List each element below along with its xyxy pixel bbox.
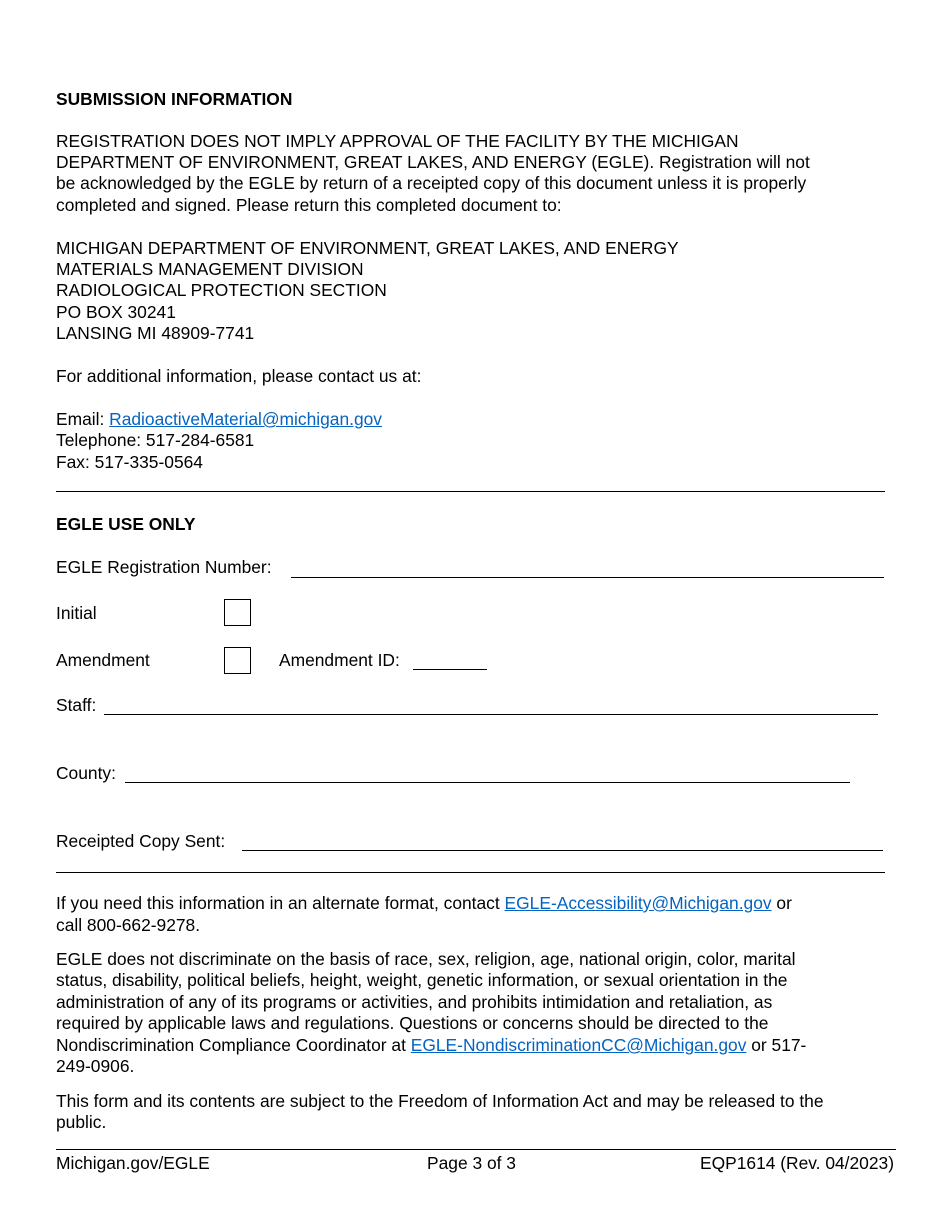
submission-heading: SUBMISSION INFORMATION <box>56 89 293 109</box>
registration-number-field[interactable] <box>291 577 884 578</box>
paragraph-line: DEPARTMENT OF ENVIRONMENT, GREAT LAKES, AND ENERGY (EGLE). Registration will not <box>56 152 810 172</box>
email-label: Email: <box>56 409 110 429</box>
address-line: LANSING MI 48909-7741 <box>56 323 255 343</box>
footer-divider <box>56 1149 896 1150</box>
paragraph-line: be acknowledged by the EGLE by return of a receipted copy of this document unless it is properly <box>56 173 807 193</box>
section-divider <box>56 872 885 873</box>
foia-line: This form and its contents are subject to the Freedom of Information Act and may be released to the <box>56 1091 824 1111</box>
amendment-checkbox[interactable] <box>224 647 251 674</box>
radioactive-material-email-link[interactable]: RadioactiveMaterial@michigan.gov <box>109 409 382 429</box>
registration-number-label: EGLE Registration Number: <box>56 557 272 577</box>
receipted-copy-label: Receipted Copy Sent: <box>56 831 226 851</box>
amendment-id-field[interactable] <box>413 669 487 670</box>
nondiscrimination-line <box>56 1035 806 1056</box>
paragraph-line: REGISTRATION DOES NOT IMPLY APPROVAL OF THE FACILITY BY THE MICHIGAN <box>56 131 739 151</box>
footer-page-number: Page 3 of 3 <box>427 1153 516 1173</box>
nondiscrimination-line: 249-0906. <box>56 1056 135 1076</box>
paragraph-line: completed and signed. Please return this completed document to: <box>56 195 562 215</box>
amendment-id-label: Amendment ID: <box>279 650 400 670</box>
county-label: County: <box>56 763 116 783</box>
foia-line: public. <box>56 1112 107 1132</box>
telephone: Telephone: 517-284-6581 <box>56 430 255 450</box>
email-row <box>56 409 382 430</box>
staff-label: Staff: <box>56 695 97 715</box>
coordinator-text: Nondiscrimination Compliance Coordinator at <box>56 1035 411 1055</box>
section-divider <box>56 491 885 492</box>
nondiscrimination-email-link[interactable]: EGLE-NondiscriminationCC@Michigan.gov <box>410 1035 747 1055</box>
nondiscrimination-line: administration of any of its programs or activities, and prohibits intimidation and retaliation, as <box>56 992 773 1012</box>
address-line: PO BOX 30241 <box>56 302 176 322</box>
coordinator-phone-start: or 517- <box>746 1035 807 1055</box>
contact-intro: For additional information, please contact us at: <box>56 366 422 386</box>
nondiscrimination-line: EGLE does not discriminate on the basis of race, sex, religion, age, national origin, color, marital <box>56 949 796 969</box>
staff-field[interactable] <box>104 714 878 715</box>
address-line: RADIOLOGICAL PROTECTION SECTION <box>56 280 387 300</box>
footer-form-number: EQP1614 (Rev. 04/2023) <box>700 1153 894 1173</box>
amendment-label: Amendment <box>56 650 150 670</box>
accessibility-text: If you need this information in an alternate format, contact <box>56 893 505 913</box>
nondiscrimination-line: status, disability, political beliefs, height, weight, genetic information, or sexual orientation in the <box>56 970 788 990</box>
accessibility-line <box>56 893 792 914</box>
address-line: MATERIALS MANAGEMENT DIVISION <box>56 259 364 279</box>
initial-checkbox[interactable] <box>224 599 251 626</box>
address-line: MICHIGAN DEPARTMENT OF ENVIRONMENT, GREAT LAKES, AND ENERGY <box>56 238 679 258</box>
accessibility-phone: call 800-662-9278. <box>56 915 201 935</box>
county-field[interactable] <box>125 782 850 783</box>
accessibility-email-link[interactable]: EGLE-Accessibility@Michigan.gov <box>504 893 772 913</box>
fax: Fax: 517-335-0564 <box>56 452 203 472</box>
footer-website: Michigan.gov/EGLE <box>56 1153 210 1173</box>
nondiscrimination-line: required by applicable laws and regulations. Questions or concerns should be directed to the <box>56 1013 769 1033</box>
accessibility-text-suffix: or <box>771 893 792 913</box>
receipted-copy-field[interactable] <box>242 850 883 851</box>
egle-use-heading: EGLE USE ONLY <box>56 514 196 534</box>
initial-label: Initial <box>56 603 97 623</box>
